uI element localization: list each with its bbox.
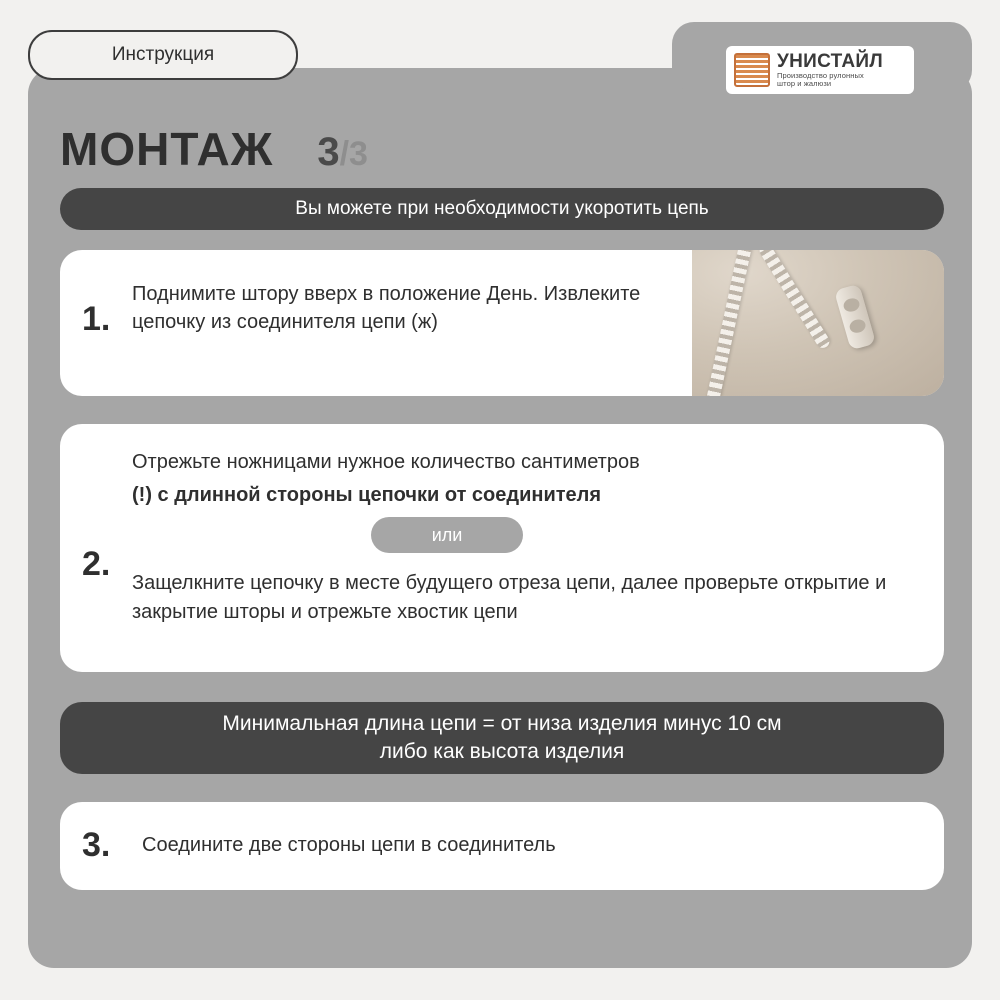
step-1-panel xyxy=(60,250,944,396)
top-banner-text: Вы можете при необходимости укоротить цепь xyxy=(295,198,709,219)
brand-tagline-line1: Производство рулонных xyxy=(777,71,864,81)
step-2-text-warning: (!) с длинной стороны цепочки от соединителя xyxy=(132,484,602,506)
step-3-text: Соедините две стороны цепи в соединитель xyxy=(142,834,556,856)
page-title-text: МОНТАЖ xyxy=(60,123,274,175)
step-total: 3 xyxy=(349,135,368,173)
step-2-panel xyxy=(60,424,944,672)
step-2-text-line2: Защелкните цепочку в месте будущего отреза цепи, далее проверьте открытие и закрытие шторы и отрежьте хвостик цепи xyxy=(132,572,887,623)
step-1-text: Поднимите штору вверх в положение День. Извлеките цепочку из соединителя цепи (ж) xyxy=(132,283,641,334)
step-separator: / xyxy=(339,135,350,173)
or-pill xyxy=(371,517,523,553)
step-2-text-normal: Отрежьте ножницами нужное количество сантиметров xyxy=(132,451,640,473)
bottom-banner-line2: либо как высота изделия xyxy=(379,740,625,763)
step-2-number: 2. xyxy=(82,545,111,583)
roller-blind-icon xyxy=(734,53,770,87)
bottom-banner-line1: Минимальная длина цепи = от низа изделия минус 10 см xyxy=(222,712,782,736)
bottom-banner xyxy=(60,702,944,774)
chain-connector-photo xyxy=(692,250,944,396)
brand-name: УНИСТАЙЛ xyxy=(777,51,883,73)
step-3-number: 3. xyxy=(82,826,111,864)
brand-logo xyxy=(726,46,914,94)
step-1-number: 1. xyxy=(82,300,111,338)
brand-tagline-line2: штор и жалюзи xyxy=(777,78,832,88)
step-current: 3 xyxy=(317,130,340,174)
or-pill-label: или xyxy=(431,524,463,545)
brand-logo-text xyxy=(777,52,883,88)
top-banner xyxy=(60,188,944,230)
step-2-text-line1 xyxy=(132,448,922,510)
instruction-tab-label: Инструкция xyxy=(111,44,215,65)
step-3-panel xyxy=(60,802,944,890)
instruction-tab[interactable] xyxy=(28,30,298,80)
page-title xyxy=(60,122,368,176)
